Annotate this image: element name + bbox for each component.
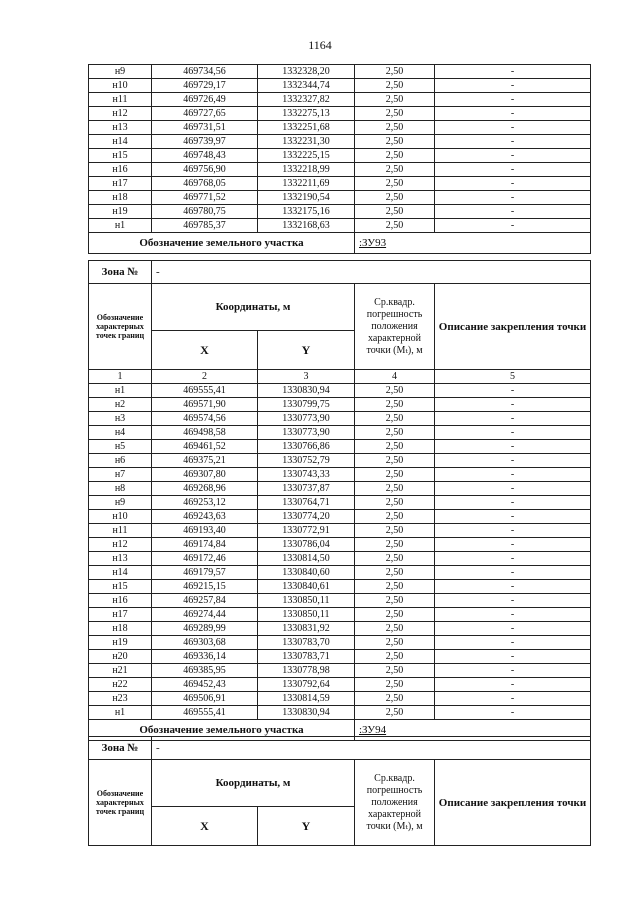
point-name-cell: н10	[89, 79, 152, 93]
desc-header: Описание закрепления точки	[435, 760, 591, 846]
error-cell: 2,50	[355, 398, 435, 412]
table-row	[89, 219, 591, 233]
x-cell: 469289,99	[152, 622, 258, 636]
error-cell: 2,50	[355, 468, 435, 482]
zone-value: -	[152, 261, 591, 284]
desc-cell: -	[435, 468, 591, 482]
point-name-cell: н17	[89, 177, 152, 191]
point-name-cell: н10	[89, 510, 152, 524]
table-row	[89, 636, 591, 650]
desc-cell: -	[435, 440, 591, 454]
point-name-cell: н16	[89, 594, 152, 608]
table-row	[89, 594, 591, 608]
error-cell: 2,50	[355, 678, 435, 692]
error-cell: 2,50	[355, 580, 435, 594]
x-cell: 469179,57	[152, 566, 258, 580]
point-name-cell: н12	[89, 538, 152, 552]
x-cell: 469555,41	[152, 384, 258, 398]
error-cell: 2,50	[355, 566, 435, 580]
y-header: Y	[258, 331, 355, 370]
error-cell: 2,50	[355, 650, 435, 664]
x-cell: 469729,17	[152, 79, 258, 93]
table-row	[89, 65, 591, 79]
table-row	[89, 163, 591, 177]
y-cell: 1330773,90	[258, 426, 355, 440]
x-cell: 469768,05	[152, 177, 258, 191]
table-row	[89, 135, 591, 149]
x-cell: 469785,37	[152, 219, 258, 233]
desc-cell: -	[435, 191, 591, 205]
y-cell: 1330783,71	[258, 650, 355, 664]
error-cell: 2,50	[355, 93, 435, 107]
desc-cell: -	[435, 510, 591, 524]
y-cell: 1330814,59	[258, 692, 355, 706]
parcel-id: :ЗУ93	[355, 233, 591, 254]
desc-cell: -	[435, 205, 591, 219]
desc-header: Описание закрепления точки	[435, 284, 591, 370]
x-cell: 469268,96	[152, 482, 258, 496]
coordinates-table-continued	[88, 64, 591, 254]
parcel-label: Обозначение земельного участка	[89, 720, 355, 741]
y-cell: 1330773,90	[258, 412, 355, 426]
table-row	[89, 107, 591, 121]
y-cell: 1330743,33	[258, 468, 355, 482]
point-name-cell: н17	[89, 608, 152, 622]
x-cell: 469506,91	[152, 692, 258, 706]
table-row	[89, 706, 591, 720]
y-cell: 1330774,20	[258, 510, 355, 524]
y-cell: 1330814,50	[258, 552, 355, 566]
x-cell: 469257,84	[152, 594, 258, 608]
x-cell: 469574,56	[152, 412, 258, 426]
point-name-cell: н1	[89, 384, 152, 398]
x-cell: 469756,90	[152, 163, 258, 177]
x-cell: 469739,97	[152, 135, 258, 149]
x-cell: 469174,84	[152, 538, 258, 552]
point-header: Обозначение характерных точек границ	[89, 760, 152, 846]
desc-cell: -	[435, 163, 591, 177]
desc-cell: -	[435, 706, 591, 720]
page-number: 1164	[308, 38, 332, 52]
point-name-cell: н19	[89, 205, 152, 219]
coordinates-table-zu93	[88, 260, 591, 741]
y-cell: 1330840,60	[258, 566, 355, 580]
error-header: Ср.квадр. погрешность положения характерной точки (Mₜ), м	[355, 284, 435, 370]
table-row	[89, 454, 591, 468]
x-cell: 469172,46	[152, 552, 258, 566]
table-row	[89, 191, 591, 205]
x-cell: 469336,14	[152, 650, 258, 664]
point-name-cell: н16	[89, 163, 152, 177]
desc-cell: -	[435, 121, 591, 135]
error-cell: 2,50	[355, 79, 435, 93]
point-name-cell: н2	[89, 398, 152, 412]
desc-cell: -	[435, 79, 591, 93]
x-cell: 469274,44	[152, 608, 258, 622]
desc-cell: -	[435, 412, 591, 426]
y-cell: 1332175,16	[258, 205, 355, 219]
error-cell: 2,50	[355, 426, 435, 440]
desc-cell: -	[435, 650, 591, 664]
y-cell: 1332344,74	[258, 79, 355, 93]
table-row	[89, 678, 591, 692]
desc-cell: -	[435, 692, 591, 706]
y-cell: 1330840,61	[258, 580, 355, 594]
table-row	[89, 149, 591, 163]
x-cell: 469734,56	[152, 65, 258, 79]
zone-row	[89, 261, 591, 284]
error-cell: 2,50	[355, 384, 435, 398]
desc-cell: -	[435, 664, 591, 678]
table-row	[89, 692, 591, 706]
y-cell: 1330737,87	[258, 482, 355, 496]
desc-cell: -	[435, 580, 591, 594]
x-cell: 469385,95	[152, 664, 258, 678]
error-cell: 2,50	[355, 636, 435, 650]
zone-label: Зона №	[89, 261, 152, 284]
error-cell: 2,50	[355, 622, 435, 636]
desc-cell: -	[435, 149, 591, 163]
desc-cell: -	[435, 608, 591, 622]
x-cell: 469307,80	[152, 468, 258, 482]
point-name-cell: н11	[89, 524, 152, 538]
y-cell: 1330752,79	[258, 454, 355, 468]
desc-cell: -	[435, 65, 591, 79]
x-cell: 469771,52	[152, 191, 258, 205]
point-name-cell: н9	[89, 65, 152, 79]
header-row	[89, 760, 591, 807]
y-cell: 1330799,75	[258, 398, 355, 412]
desc-cell: -	[435, 594, 591, 608]
table-row	[89, 538, 591, 552]
y-cell: 1330850,11	[258, 594, 355, 608]
desc-cell: -	[435, 566, 591, 580]
desc-cell: -	[435, 622, 591, 636]
point-name-cell: н19	[89, 636, 152, 650]
x-cell: 469748,43	[152, 149, 258, 163]
x-cell: 469780,75	[152, 205, 258, 219]
table-row	[89, 524, 591, 538]
x-cell: 469193,40	[152, 524, 258, 538]
y-cell: 1330764,71	[258, 496, 355, 510]
x-cell: 469726,49	[152, 93, 258, 107]
desc-cell: -	[435, 482, 591, 496]
error-cell: 2,50	[355, 219, 435, 233]
point-name-cell: н14	[89, 135, 152, 149]
y-cell: 1332225,15	[258, 149, 355, 163]
error-cell: 2,50	[355, 510, 435, 524]
desc-cell: -	[435, 496, 591, 510]
desc-cell: -	[435, 384, 591, 398]
x-cell: 469452,43	[152, 678, 258, 692]
error-cell: 2,50	[355, 440, 435, 454]
parcel-id: :ЗУ94	[355, 720, 591, 741]
error-cell: 2,50	[355, 205, 435, 219]
error-cell: 2,50	[355, 191, 435, 205]
table-row	[89, 177, 591, 191]
coords-header: Координаты, м	[152, 760, 355, 807]
error-cell: 2,50	[355, 412, 435, 426]
y-cell: 1330831,92	[258, 622, 355, 636]
table-row	[89, 552, 591, 566]
y-cell: 1330830,94	[258, 706, 355, 720]
error-cell: 2,50	[355, 65, 435, 79]
coordinates-table-zu94	[88, 736, 591, 846]
table-row	[89, 510, 591, 524]
table-body	[89, 65, 591, 233]
y-cell: 1330766,86	[258, 440, 355, 454]
error-cell: 2,50	[355, 524, 435, 538]
table-body	[89, 384, 591, 720]
error-cell: 2,50	[355, 177, 435, 191]
table-row	[89, 650, 591, 664]
zone-value: -	[152, 737, 591, 760]
header-row	[89, 284, 591, 331]
desc-cell: -	[435, 678, 591, 692]
table-row	[89, 622, 591, 636]
y-cell: 1332218,99	[258, 163, 355, 177]
error-cell: 2,50	[355, 454, 435, 468]
x-cell: 469303,68	[152, 636, 258, 650]
col-number: 3	[258, 370, 355, 384]
parcel-row	[89, 233, 591, 254]
y-cell: 1330850,11	[258, 608, 355, 622]
col-number: 1	[89, 370, 152, 384]
point-name-cell: н13	[89, 121, 152, 135]
error-cell: 2,50	[355, 692, 435, 706]
point-name-cell: н1	[89, 219, 152, 233]
desc-cell: -	[435, 552, 591, 566]
coords-header: Координаты, м	[152, 284, 355, 331]
table-row	[89, 566, 591, 580]
col-number: 2	[152, 370, 258, 384]
table-row	[89, 205, 591, 219]
table-row	[89, 496, 591, 510]
point-name-cell: н3	[89, 412, 152, 426]
x-cell: 469731,51	[152, 121, 258, 135]
error-cell: 2,50	[355, 608, 435, 622]
y-cell: 1330792,64	[258, 678, 355, 692]
table-row	[89, 468, 591, 482]
point-name-cell: н14	[89, 566, 152, 580]
x-cell: 469571,90	[152, 398, 258, 412]
point-name-cell: н9	[89, 496, 152, 510]
desc-cell: -	[435, 93, 591, 107]
point-name-cell: н18	[89, 191, 152, 205]
error-cell: 2,50	[355, 482, 435, 496]
point-name-cell: н8	[89, 482, 152, 496]
x-cell: 469253,12	[152, 496, 258, 510]
desc-cell: -	[435, 107, 591, 121]
x-header: X	[152, 331, 258, 370]
table-row	[89, 79, 591, 93]
table-row	[89, 398, 591, 412]
point-name-cell: н20	[89, 650, 152, 664]
y-cell: 1330778,98	[258, 664, 355, 678]
table-row	[89, 580, 591, 594]
desc-cell: -	[435, 135, 591, 149]
error-cell: 2,50	[355, 149, 435, 163]
y-cell: 1332327,82	[258, 93, 355, 107]
point-name-cell: н15	[89, 149, 152, 163]
parcel-label: Обозначение земельного участка	[89, 233, 355, 254]
error-cell: 2,50	[355, 163, 435, 177]
point-name-cell: н5	[89, 440, 152, 454]
desc-cell: -	[435, 426, 591, 440]
y-cell: 1332211,69	[258, 177, 355, 191]
point-header: Обозначение характерных точек границ	[89, 284, 152, 370]
point-name-cell: н13	[89, 552, 152, 566]
error-cell: 2,50	[355, 496, 435, 510]
point-name-cell: н7	[89, 468, 152, 482]
y-header: Y	[258, 807, 355, 846]
y-cell: 1330783,70	[258, 636, 355, 650]
column-numbers-row	[89, 370, 591, 384]
error-cell: 2,50	[355, 538, 435, 552]
desc-cell: -	[435, 524, 591, 538]
point-name-cell: н4	[89, 426, 152, 440]
y-cell: 1332328,20	[258, 65, 355, 79]
point-name-cell: н1	[89, 706, 152, 720]
point-name-cell: н6	[89, 454, 152, 468]
point-name-cell: н21	[89, 664, 152, 678]
col-number: 4	[355, 370, 435, 384]
desc-cell: -	[435, 636, 591, 650]
desc-cell: -	[435, 454, 591, 468]
desc-cell: -	[435, 177, 591, 191]
y-cell: 1330786,04	[258, 538, 355, 552]
error-header: Ср.квадр. погрешность положения характерной точки (Mₜ), м	[355, 760, 435, 846]
table-row	[89, 664, 591, 678]
x-cell: 469375,21	[152, 454, 258, 468]
error-cell: 2,50	[355, 706, 435, 720]
point-name-cell: н15	[89, 580, 152, 594]
error-cell: 2,50	[355, 552, 435, 566]
desc-cell: -	[435, 398, 591, 412]
table-row	[89, 121, 591, 135]
table-row	[89, 440, 591, 454]
x-cell: 469243,63	[152, 510, 258, 524]
y-cell: 1332190,54	[258, 191, 355, 205]
table-row	[89, 384, 591, 398]
point-name-cell: н23	[89, 692, 152, 706]
point-name-cell: н12	[89, 107, 152, 121]
x-header: X	[152, 807, 258, 846]
y-cell: 1332275,13	[258, 107, 355, 121]
x-cell: 469498,58	[152, 426, 258, 440]
y-cell: 1330772,91	[258, 524, 355, 538]
y-cell: 1330830,94	[258, 384, 355, 398]
col-number: 5	[435, 370, 591, 384]
x-cell: 469727,65	[152, 107, 258, 121]
y-cell: 1332251,68	[258, 121, 355, 135]
table-row	[89, 608, 591, 622]
error-cell: 2,50	[355, 594, 435, 608]
x-cell: 469555,41	[152, 706, 258, 720]
y-cell: 1332168,63	[258, 219, 355, 233]
x-cell: 469461,52	[152, 440, 258, 454]
zone-label: Зона №	[89, 737, 152, 760]
point-name-cell: н18	[89, 622, 152, 636]
table-row	[89, 412, 591, 426]
y-cell: 1332231,30	[258, 135, 355, 149]
zone-row	[89, 737, 591, 760]
desc-cell: -	[435, 219, 591, 233]
point-name-cell: н22	[89, 678, 152, 692]
error-cell: 2,50	[355, 107, 435, 121]
table-row	[89, 482, 591, 496]
error-cell: 2,50	[355, 121, 435, 135]
error-cell: 2,50	[355, 664, 435, 678]
table-row	[89, 93, 591, 107]
error-cell: 2,50	[355, 135, 435, 149]
desc-cell: -	[435, 538, 591, 552]
point-name-cell: н11	[89, 93, 152, 107]
table-row	[89, 426, 591, 440]
x-cell: 469215,15	[152, 580, 258, 594]
